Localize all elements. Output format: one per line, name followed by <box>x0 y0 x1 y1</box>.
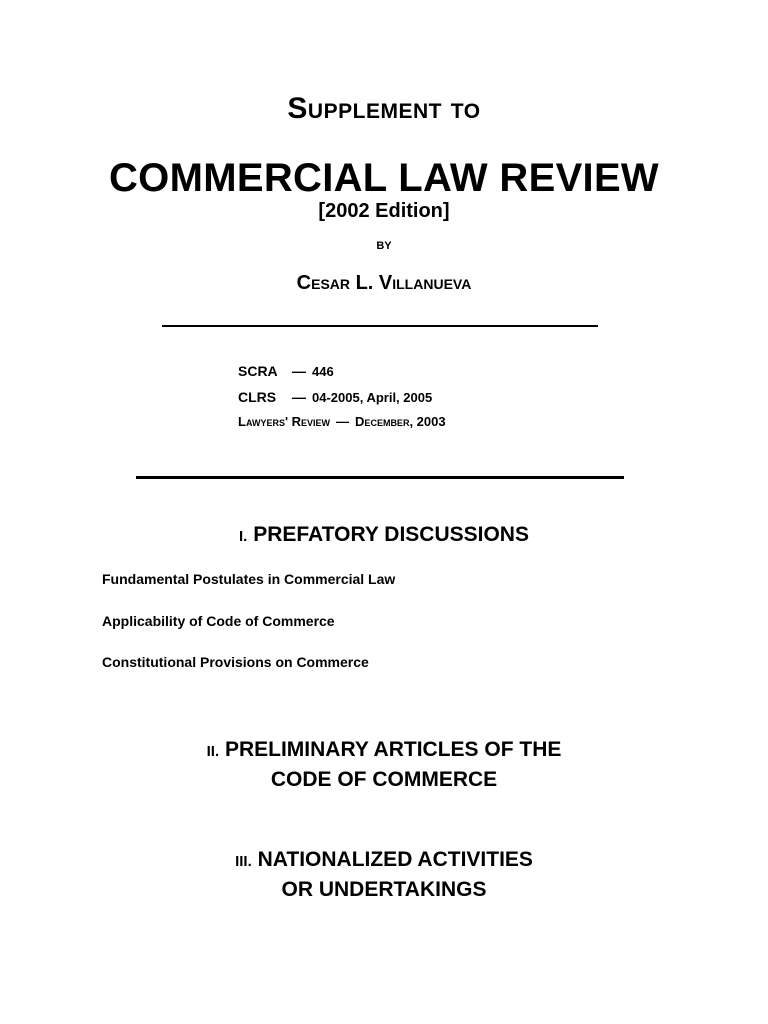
main-title: COMMERCIAL LAW REVIEW <box>109 156 659 200</box>
divider-rule-top <box>162 325 598 327</box>
topic-item: Fundamental Postulates in Commercial Law <box>102 571 396 587</box>
section-title-line-2: OR UNDERTAKINGS <box>281 878 487 901</box>
by-label: BY <box>376 240 392 252</box>
section-title-line-1: NATIONALIZED ACTIVITIES <box>257 848 533 871</box>
citation-value: 04-2005, April, 2005 <box>312 390 433 405</box>
citation-key: Lawyers' Review <box>238 414 331 429</box>
section-heading-3 <box>0 846 768 904</box>
section-number: I. <box>239 528 248 545</box>
topic-item: Constitutional Provisions on Commerce <box>102 654 369 670</box>
edition-label: [2002 Edition] <box>318 200 450 222</box>
section-number: II. <box>206 743 220 760</box>
citation-dash: — <box>292 389 306 405</box>
citation-dash: — <box>292 363 306 379</box>
section-title-line-1: PRELIMINARY ARTICLES OF THE <box>224 738 562 761</box>
author-name: Cesar L. Villanueva <box>296 272 472 294</box>
citation-value: December, 2003 <box>355 414 446 429</box>
citation-dash: — <box>336 414 350 429</box>
topic-item: Applicability of Code of Commerce <box>102 613 335 629</box>
citation-value: 446 <box>312 364 334 379</box>
section-title: PREFATORY DISCUSSIONS <box>253 523 529 546</box>
section-heading-2 <box>0 736 768 794</box>
section-number: III. <box>235 853 252 870</box>
section-title-line-2: CODE OF COMMERCE <box>270 768 498 791</box>
supplement-title: Supplement to <box>287 92 481 125</box>
citation-key: SCRA <box>238 363 278 379</box>
citation-scra <box>238 363 334 379</box>
divider-rule-bottom <box>136 476 624 479</box>
citation-key: CLRS <box>238 389 277 405</box>
citation-clrs <box>238 389 432 405</box>
citation-lawyers-review <box>238 414 446 429</box>
section-heading-1 <box>0 521 768 551</box>
